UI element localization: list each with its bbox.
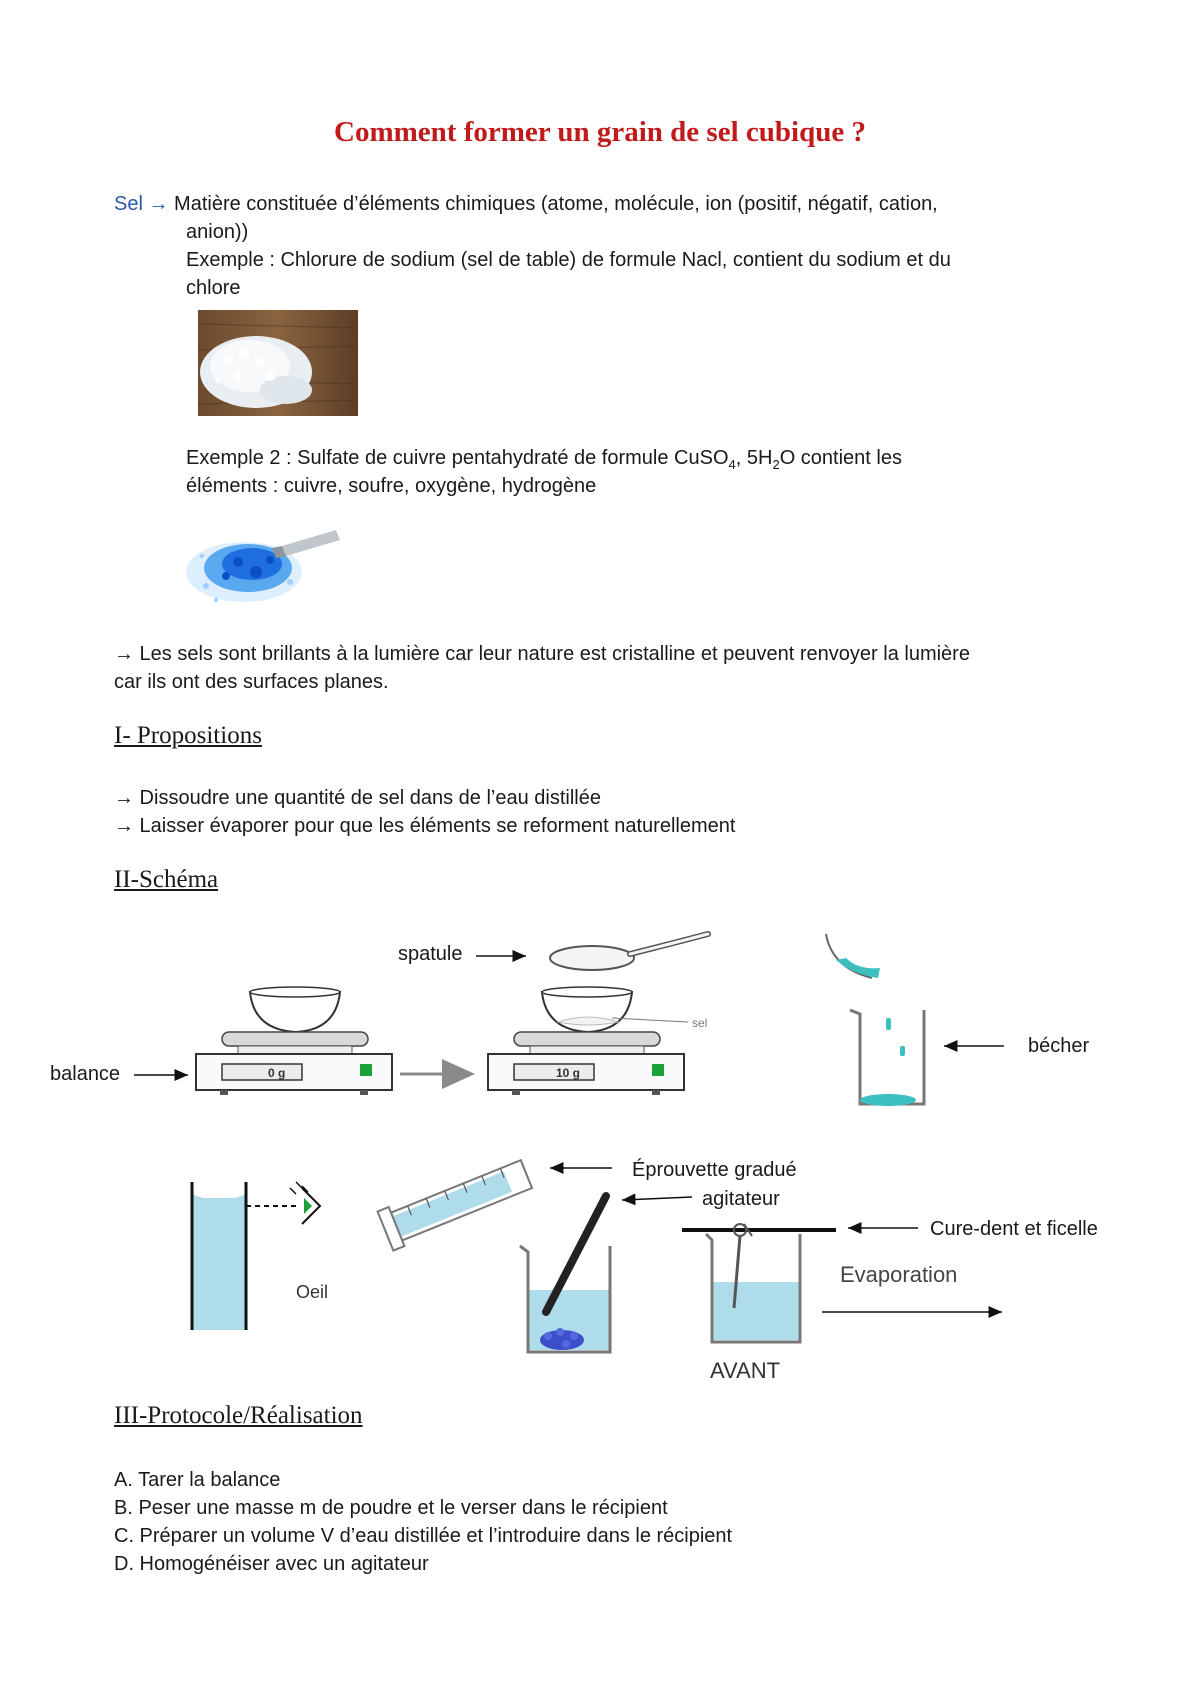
- label-sel: sel: [692, 1016, 708, 1030]
- arrow-icon: →: [148, 193, 169, 215]
- label-balance: balance: [50, 1063, 121, 1085]
- example2-subscript-2: 2: [772, 457, 780, 472]
- protocol-step: D. Homogénéiser avec un agitateur: [114, 1553, 429, 1575]
- graduated-cylinder-reading-icon: [192, 1182, 320, 1330]
- example2-text-b: , 5H: [735, 447, 773, 469]
- salt-photo: [198, 310, 358, 416]
- pouring-glass-icon: [826, 934, 880, 978]
- section-heading-schema: II-Schéma: [114, 866, 219, 893]
- proposition-item: → Dissoudre une quantité de sel dans de l’eau distillée: [114, 787, 601, 809]
- eprouvette-icon: [378, 1155, 535, 1251]
- example2-subscript-1: 4: [728, 457, 736, 472]
- label-becher: bécher: [1028, 1035, 1090, 1057]
- copper-sulfate-photo: [186, 516, 346, 612]
- arrow-agitateur: [622, 1197, 692, 1200]
- label-eprouvette: Éprouvette gradué: [632, 1159, 797, 1181]
- sel-definition-line: [114, 190, 938, 218]
- label-cure-dent: Cure-dent et ficelle: [930, 1218, 1098, 1240]
- protocol-step: A. Tarer la balance: [114, 1469, 281, 1491]
- section-heading-propositions: I- Propositions: [114, 722, 262, 749]
- note-line1: → Les sels sont brillants à la lumière car leur nature est cristalline et peuvent renvoyer la lumière: [114, 643, 970, 665]
- beaker-stirrer-icon: [520, 1196, 610, 1352]
- sel-label: Sel: [114, 193, 143, 215]
- spatula-icon: [550, 934, 708, 970]
- section-heading-protocole: III-Protocole/Réalisation: [114, 1402, 363, 1429]
- label-spatule: spatule: [398, 943, 463, 965]
- protocol-step: B. Peser une masse m de poudre et le verser dans le récipient: [114, 1497, 668, 1519]
- proposition-item: → Laisser évaporer pour que les éléments se reforment naturellement: [114, 815, 736, 837]
- becher-icon: [850, 1010, 924, 1106]
- label-agitateur: agitateur: [702, 1188, 780, 1210]
- example1-line2: chlore: [186, 277, 241, 299]
- label-avant: AVANT: [710, 1358, 781, 1383]
- scale-1-display: 0 g: [268, 1066, 286, 1080]
- evaporation-beaker-icon: [682, 1224, 836, 1342]
- scale-2: [488, 987, 688, 1095]
- definition-text: Matière constituée d’éléments chimiques (atome, molécule, ion (positif, négatif, cation,: [174, 193, 938, 215]
- protocol-step: C. Préparer un volume V d’eau distillée et l’introduire dans le récipient: [114, 1525, 733, 1547]
- experiment-diagram: [0, 920, 1200, 1390]
- label-oeil: Oeil: [296, 1282, 329, 1302]
- page-title: Comment former un grain de sel cubique ?: [334, 116, 866, 148]
- note-line2: car ils ont des surfaces planes.: [114, 671, 389, 693]
- example2-text-c: O contient les: [779, 447, 902, 469]
- definition-continued: anion)): [186, 221, 249, 243]
- example2-line2: éléments : cuivre, soufre, oxygène, hydrogène: [186, 475, 597, 497]
- example2-text-a: Exemple 2 : Sulfate de cuivre pentahydraté de formule CuSO: [186, 447, 729, 469]
- scale-2-display: 10 g: [556, 1066, 581, 1080]
- example1-line1: Exemple : Chlorure de sodium (sel de table) de formule Nacl, contient du sodium et du: [186, 249, 951, 271]
- label-evaporation: Evaporation: [840, 1262, 958, 1287]
- scale-1: [196, 987, 392, 1095]
